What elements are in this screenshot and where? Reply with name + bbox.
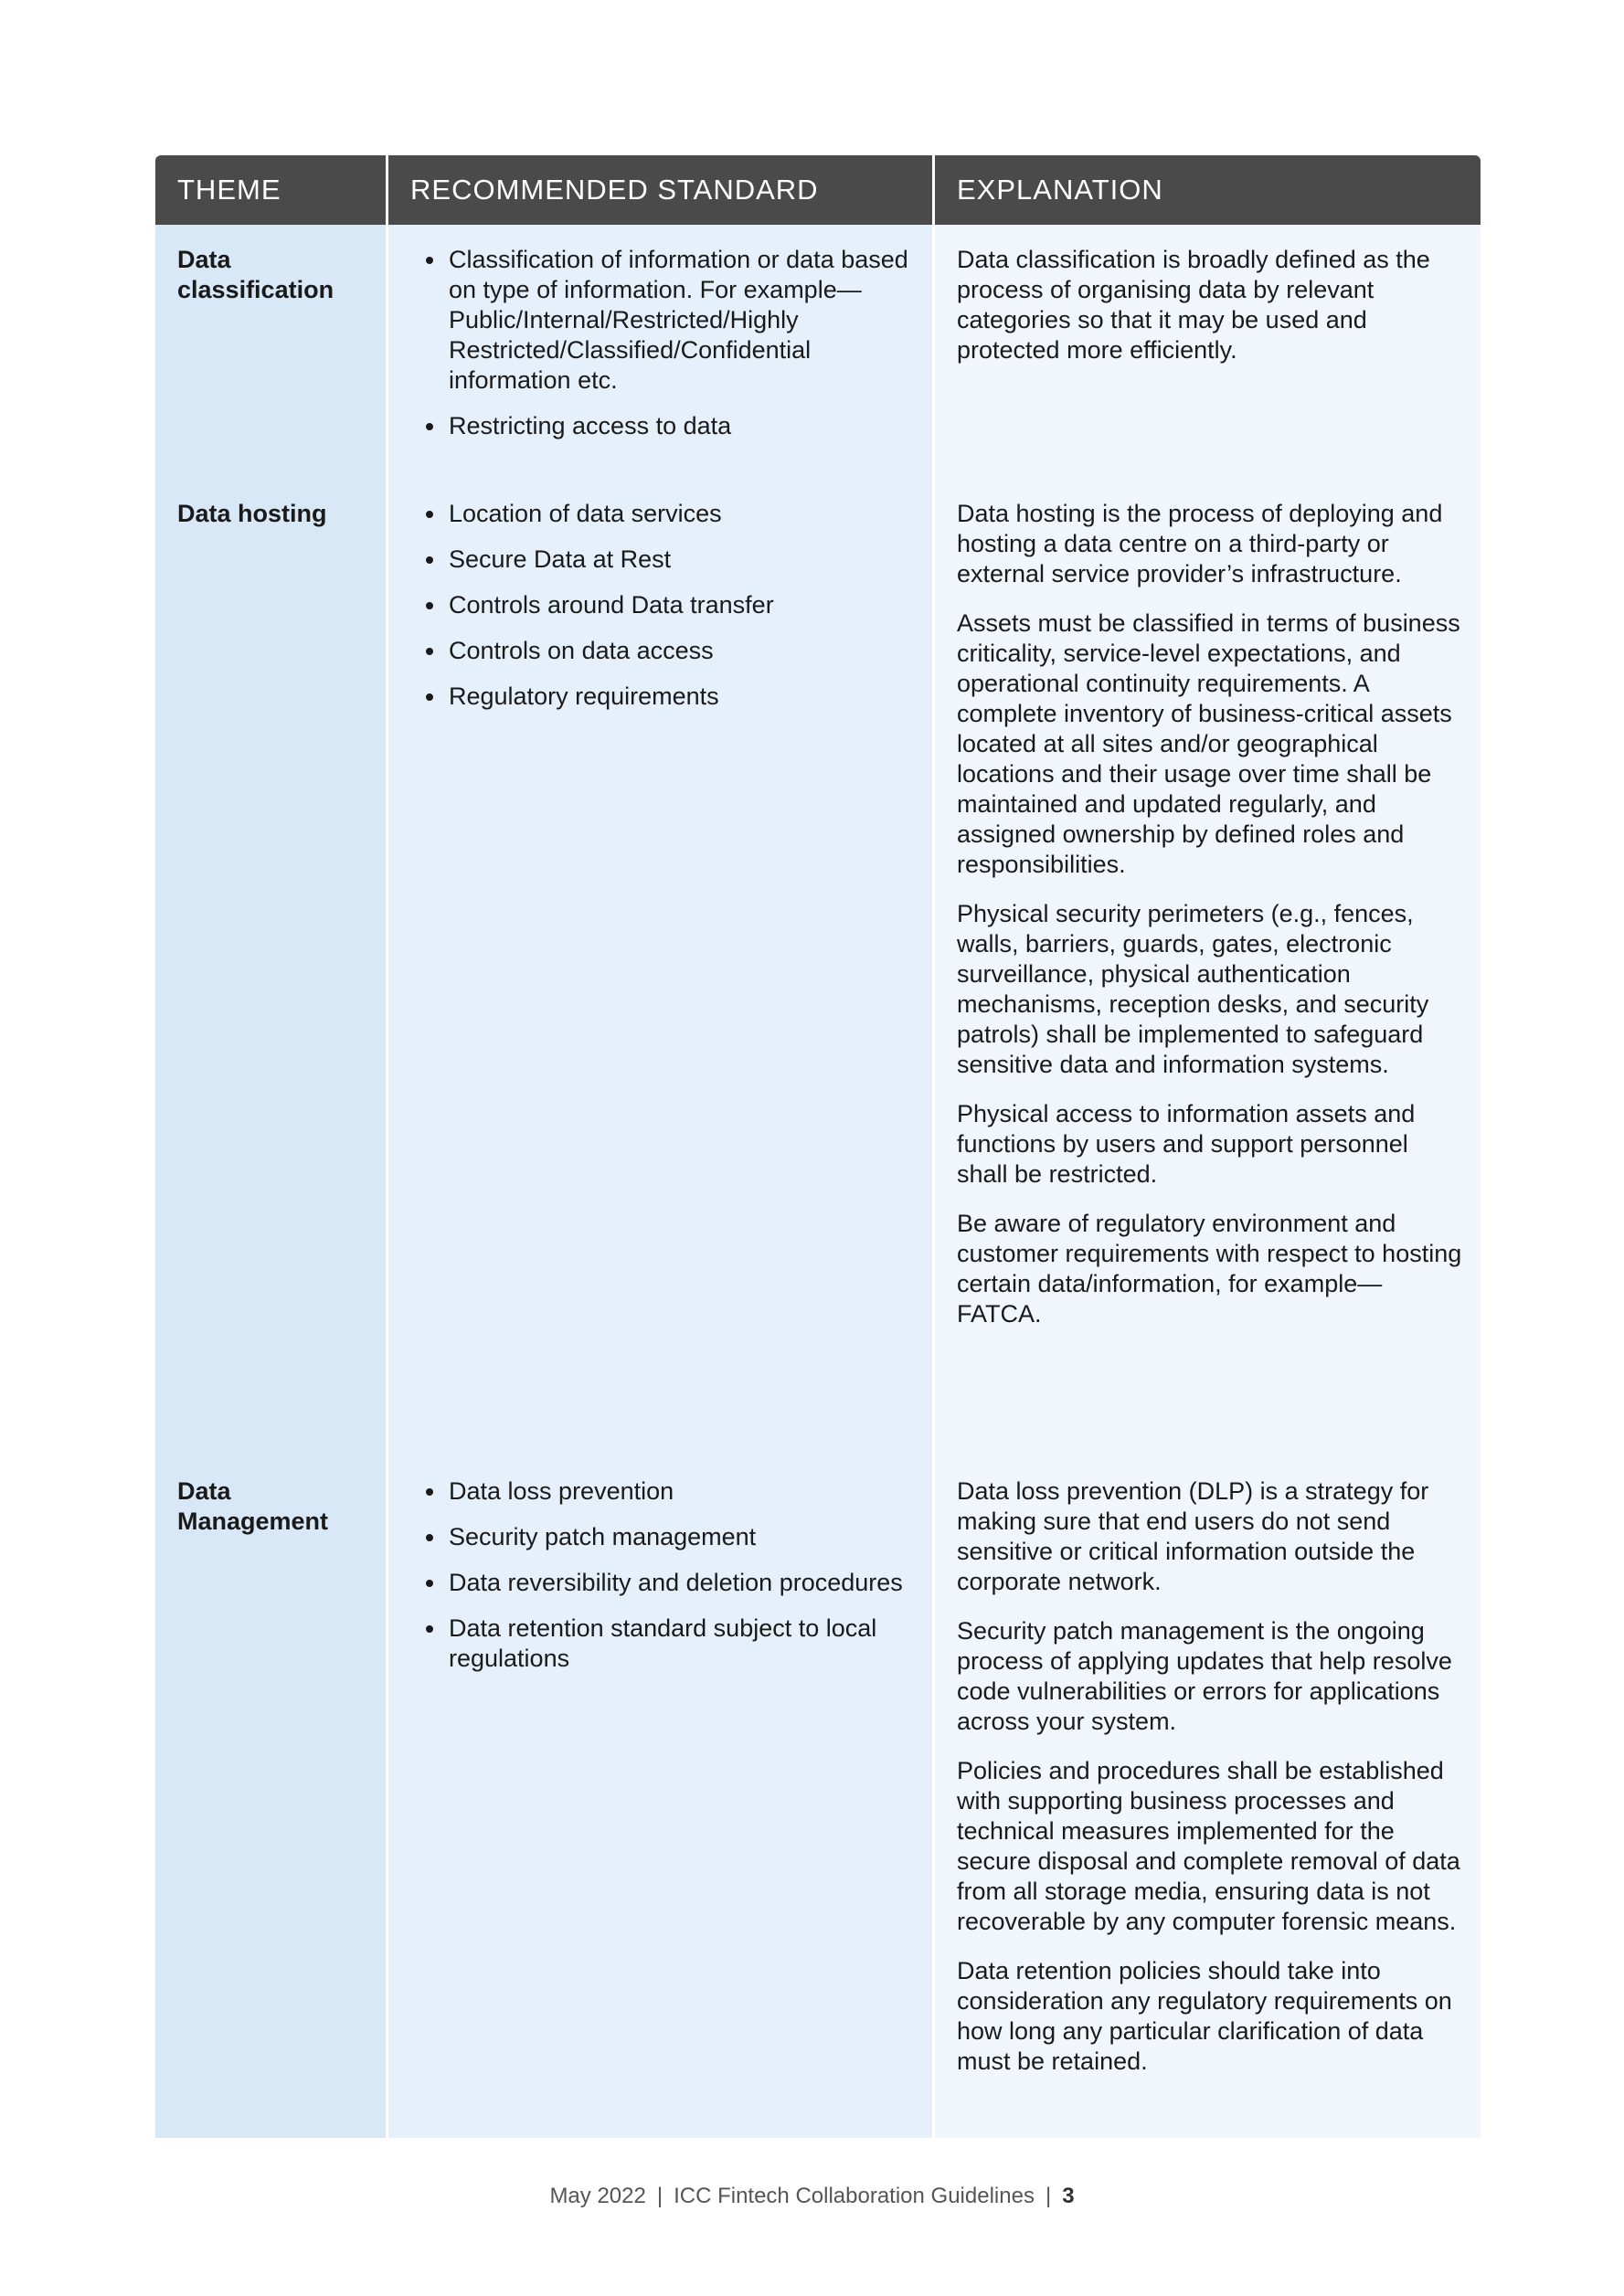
table-header	[155, 155, 1481, 225]
list-item: • Controls on data access	[447, 636, 910, 666]
explanation-paragraph: Data retention policies should take into consideration any regulatory requirements on how long any particular clarification of data must be retained.	[957, 1957, 1452, 2075]
list-item: • Data reversibility and deletion procedures	[447, 1568, 910, 1598]
explanation-paragraph: Physical security perimeters (e.g., fences, walls, barriers, guards, gates, electronic surveillance, physical authentication mechanisms, reception desks, and security patrols) shall be implemented to safeguard sensitive data and information systems.	[957, 900, 1429, 1078]
footer-title: ICC Fintech Collaboration Guidelines	[674, 2184, 1035, 2208]
list-item: • Security patch management	[447, 1522, 910, 1552]
list-item: • Controls around Data transfer	[447, 590, 910, 620]
list-item: • Regulatory requirements	[447, 682, 910, 712]
explanation-paragraph: Data classification is broadly defined as the process of organising data by relevant categories so that it may be used and protected more efficiently.	[957, 246, 1430, 364]
list-item: • Secure Data at Rest	[447, 545, 910, 575]
explanation-paragraph: Data hosting is the process of deploying and hosting a data centre on a third-party or external service provider’s infrastructure.	[957, 500, 1443, 587]
explanation-paragraph: Security patch management is the ongoing process of applying updates that help resolve code vulnerabilities or errors for applications across your system.	[957, 1617, 1452, 1735]
footer-date: May 2022	[549, 2184, 646, 2208]
footer-separator: |	[1045, 2184, 1052, 2208]
page-footer	[0, 2184, 1624, 2209]
table-row	[155, 1456, 1481, 2138]
explanation-paragraph: Policies and procedures shall be established with supporting business processes and technical measures implemented for the secure disposal and complete removal of data from all storage media, ensuring data is not recoverable by any computer forensic means.	[957, 1757, 1460, 1935]
standards-table	[155, 155, 1481, 2138]
explanation-paragraph: Assets must be classified in terms of business criticality, service-level expectations, and operational continuity requirements. A complete inventory of business-critical assets located at all sites and/or geographical locations and their usage over time shall be maintained and updated regularly, and assigned ownership by defined roles and responsibilities.	[957, 609, 1460, 878]
theme-cell: Data Management	[155, 1456, 388, 2138]
footer-separator: |	[656, 2184, 663, 2208]
explanation-cell	[935, 1456, 1481, 2138]
explanation-paragraph: Physical access to information assets and functions by users and support personnel shall be restricted.	[957, 1100, 1416, 1188]
list-item: • Data retention standard subject to local regulations	[447, 1614, 910, 1674]
header-explanation: EXPLANATION	[957, 174, 1163, 206]
standards-cell	[388, 479, 935, 1456]
table-row	[155, 479, 1481, 1456]
header-recommended-standard: RECOMMENDED STANDARD	[388, 155, 935, 225]
list-item: • Restricting access to data	[447, 411, 910, 441]
standards-cell	[388, 225, 935, 479]
explanation-cell	[935, 479, 1481, 1456]
theme-cell: Data classification	[155, 225, 388, 479]
list-item: • Location of data services	[447, 499, 910, 529]
explanation-paragraph: Be aware of regulatory environment and customer requirements with respect to hosting certain data/information, for example—FATCA.	[957, 1210, 1462, 1328]
header-theme: THEME	[155, 155, 388, 225]
explanation-paragraph: Data loss prevention (DLP) is a strategy for making sure that end users do not send sensitive or critical information outside the corporate network.	[957, 1477, 1429, 1595]
explanation-cell	[935, 225, 1481, 479]
list-item: • Classification of information or data based on type of information. For example—Public/Internal/Restricted/Highly Restricted/Classified/Confidential information etc.	[447, 245, 910, 396]
standards-cell	[388, 1456, 935, 2138]
table-row	[155, 225, 1481, 479]
page-number: 3	[1062, 2184, 1075, 2208]
theme-cell: Data hosting	[155, 479, 388, 1456]
list-item: • Data loss prevention	[447, 1476, 910, 1507]
